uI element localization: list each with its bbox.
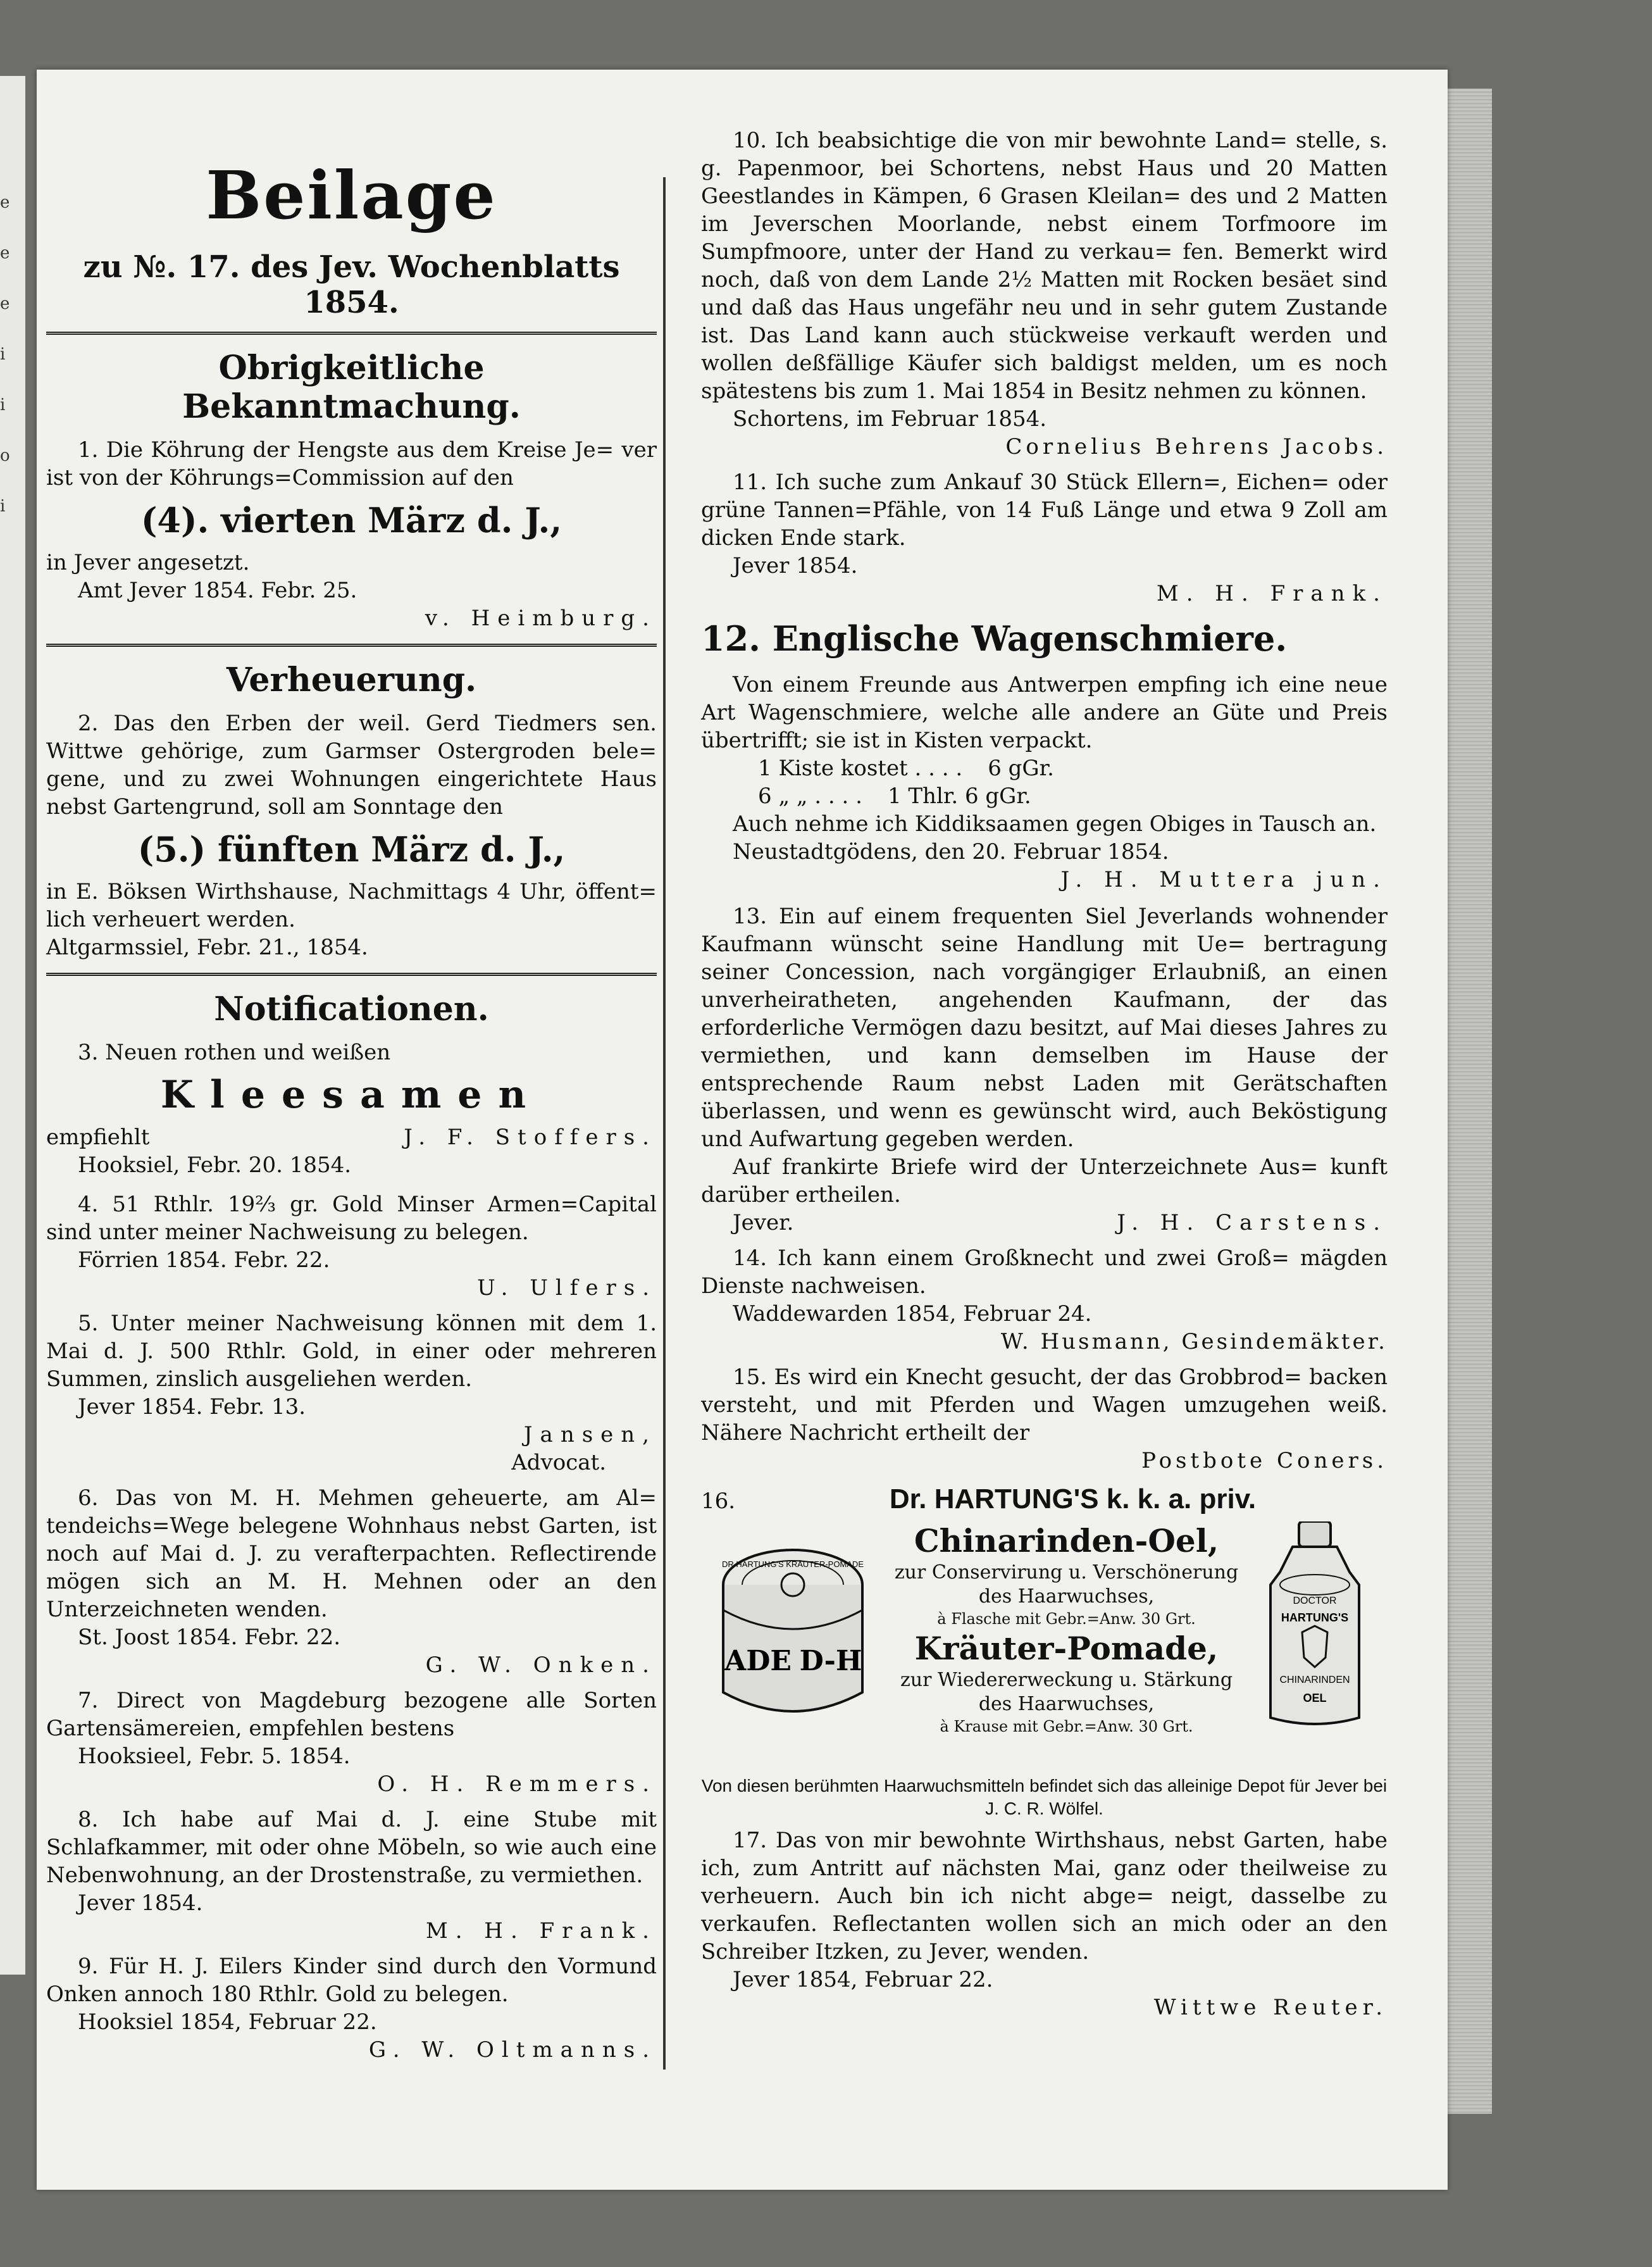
notice-17-place: Jever 1854, Februar 22. xyxy=(733,1967,993,1992)
notice-5-place: Jever 1854. Febr. 13. xyxy=(78,1394,306,1420)
price-value: 1 Thlr. 6 gGr. xyxy=(887,784,1031,809)
facing-page-letters xyxy=(0,177,38,532)
notice-12-price-1 xyxy=(701,754,1388,782)
notice-1-place: Amt Jever 1854. Febr. 25. xyxy=(78,578,357,603)
notice-7-text: 7. Direct von Magdeburg bezogene alle Sorten Gartensämereien, empfehlen bestens xyxy=(46,1688,657,1741)
margin-letter: i xyxy=(0,497,6,516)
notice-5-signature: Jansen, xyxy=(523,1422,657,1447)
jar-label: DR HARTUNG'S KRÄUTER-POMADE xyxy=(722,1559,864,1569)
margin-letter: e xyxy=(0,294,10,313)
notice-3-product: Kleesamen xyxy=(160,1073,543,1117)
price-value: 6 gGr. xyxy=(988,756,1054,781)
page-subtitle: zu №. 17. des Jev. Wochenblatts 1854. xyxy=(83,249,620,320)
divider xyxy=(46,973,657,978)
product-2-name: Kräuter-Pomade, xyxy=(914,1630,1219,1667)
notice-1-signature: v. Heimburg. xyxy=(425,606,657,631)
divider xyxy=(46,332,657,337)
notice-9-signature: G. W. Oltmanns. xyxy=(368,2037,657,2063)
newspaper-page xyxy=(37,70,1448,2190)
product-1-price: à Flasche mit Gebr.=Anw. 30 Grt. xyxy=(937,1610,1196,1628)
notice-3-text-2: empfiehlt xyxy=(46,1125,150,1150)
notice-1-text: 1. Die Köhrung der Hengste aus dem Kreise Je= ver ist von der Köhrungs=Commission auf den xyxy=(46,437,657,490)
notice-3-place: Hooksiel, Febr. 20. 1854. xyxy=(78,1152,352,1178)
notice-10-text: 10. Ich beabsichtige die von mir bewohnte Land= stelle, s. g. Papenmoor, bei Schortens, nebst Haus und 20 Matten Geestlandes in Kämpen, 6 Grasen Kleilan= des und 2 Matten im Jeverschen Moorlande, nebst einem Torfmoore im Sumpfmoore, unter der Hand zu verkau= fen. Bemerkt wird noch, daß von dem Lande 2½ Matten mit Rocken besäet sind und daß das Haus ungefähr neu und in sehr gutem Zustande ist. Das Land kann auch stückweise verkauft werden und wollen deßfällige Käufer sich baldigst melden, um es noch spätestens bis zum 1. Mai 1854 in Besitz nehmen zu können. xyxy=(701,128,1388,404)
notice-17-text: 17. Das von mir bewohnte Wirthshaus, nebst Garten, habe ich, zum Antritt auf nächsten Mai, ganz oder theilweise zu verheuern. Auch bin ich nicht abge= neigt, dasselbe zu verkaufen. Reflectanten wollen sich an mich oder an den Schreiber Itzken, zu Jever, wenden. xyxy=(701,1828,1388,1964)
jar-word-2: D-H xyxy=(799,1645,862,1677)
notice-14-text: 14. Ich kann einem Großknecht und zwei Groß= mägden Dienste nachweisen. xyxy=(701,1246,1388,1299)
jar-word: ADE xyxy=(724,1645,792,1677)
margin-letter: e xyxy=(0,193,10,212)
notice-4-place: Förrien 1854. Febr. 22. xyxy=(78,1247,330,1273)
hartung-advertisement xyxy=(701,1521,1388,1775)
notice-5-text: 5. Unter meiner Nachweisung können mit dem 1. Mai d. J. 500 Rthlr. Gold, in einer oder mehreren Summen, zinslich ausgeliehen werden. xyxy=(46,1311,657,1392)
notice-1-date: (4). vierten März d. J., xyxy=(140,500,562,540)
notice-6-text: 6. Das von M. H. Mehmen geheuerte, am Al= tendeichs=Wege belegene Wohnhaus nebst Garten, ist noch auf Mai d. J. zu verafterpachten. Reflectirende mögen sich an M. H. Mehnen oder an den Unterzeichneten wenden. xyxy=(46,1485,657,1622)
left-column xyxy=(46,127,657,2064)
notice-12-signature: J. H. Muttera jun. xyxy=(1060,867,1388,892)
notice-16-depot: Von diesen berühmten Haarwuchsmitteln befindet sich das alleinige Depot für Jever bei J. C. R. Wölfel. xyxy=(701,1776,1388,1818)
right-column xyxy=(701,127,1388,2021)
notice-6-place: St. Joost 1854. Febr. 22. xyxy=(78,1625,341,1650)
notice-1-text-2: in Jever angesetzt. xyxy=(46,550,250,575)
oil-bottle-illustration xyxy=(1255,1521,1375,1730)
page-title: Beilage xyxy=(206,156,497,234)
notice-13-sign-row xyxy=(701,1209,1388,1237)
notice-7-place: Hooksieel, Febr. 5. 1854. xyxy=(78,1744,351,1769)
notice-13-signature: J. H. Carstens. xyxy=(1117,1210,1388,1235)
notice-14-signature: W. Husmann, Gesindemäkter. xyxy=(1000,1329,1388,1354)
bottle-label-2: HARTUNG'S xyxy=(1281,1611,1349,1624)
notice-11-signature: M. H. Frank. xyxy=(1156,581,1388,606)
bottle-label-3: CHINARINDEN xyxy=(1279,1675,1350,1685)
column-divider xyxy=(663,177,666,2070)
notice-12-heading: 12. Englische Wagenschmiere. xyxy=(701,618,1288,659)
notice-8-signature: M. H. Frank. xyxy=(425,1918,657,1944)
hartung-ad-text xyxy=(885,1521,1248,1737)
notice-3-sign-row xyxy=(46,1123,657,1151)
notice-10-signature: Cornelius Behrens Jacobs. xyxy=(1005,434,1388,459)
notice-3-text: 3. Neuen rothen und weißen xyxy=(78,1040,391,1065)
section-heading-verheuerung: Verheuerung. xyxy=(226,661,477,699)
notice-2-text-2: in E. Böksen Wirthshause, Nachmittags 4 Uhr, öffent= lich verheuert werden. xyxy=(46,879,657,932)
product-2-price: à Krause mit Gebr.=Anw. 30 Grt. xyxy=(940,1718,1193,1735)
notice-5-signature-title: Advocat. xyxy=(511,1450,606,1475)
notice-17-signature: Wittwe Reuter. xyxy=(1153,1995,1388,2020)
notice-8-place: Jever 1854. xyxy=(78,1890,203,1916)
notice-12-text-2: Auch nehme ich Kiddiksaamen gegen Obiges in Tausch an. xyxy=(733,811,1377,837)
section-heading-notificationen: Notificationen. xyxy=(214,990,489,1028)
price-item: 1 Kiste kostet . . . . xyxy=(758,756,963,781)
notice-9-text: 9. Für H. J. Eilers Kinder sind durch den Vormund Onken annoch 180 Rthlr. Gold zu belegen. xyxy=(46,1954,657,2007)
notice-11-text: 11. Ich suche zum Ankauf 30 Stück Ellern=, Eichen= oder grüne Tannen=Pfähle, von 14 Fuß Länge und etwa 9 Zoll am dicken Ende stark. xyxy=(701,470,1388,551)
page-stack-edge xyxy=(1448,89,1492,2114)
notice-11-place: Jever 1854. xyxy=(733,553,858,578)
notice-10-place: Schortens, im Februar 1854. xyxy=(733,406,1047,432)
section-heading-bekanntmachung: Obrigkeitliche Bekanntmachung. xyxy=(182,349,521,426)
notice-16-title: Dr. HARTUNG'S k. k. a. priv. xyxy=(889,1483,1257,1514)
product-2-desc: zur Wiedererweckung u. Stärkung des Haarwuchses, xyxy=(900,1669,1233,1715)
product-1-desc: zur Conservirung u. Verschönerung des Haarwuchses, xyxy=(894,1561,1239,1608)
notice-13-text-2: Auf frankirte Briefe wird der Unterzeichnete Aus= kunft darüber ertheilen. xyxy=(701,1154,1388,1208)
bottle-label-1: DOCTOR xyxy=(1293,1596,1337,1606)
pomade-jar-illustration xyxy=(714,1540,872,1730)
notice-7-signature: O. H. Remmers. xyxy=(377,1771,657,1797)
notice-15-signature: Postbote Coners. xyxy=(1141,1448,1388,1473)
product-1-name: Chinarinden-Oel, xyxy=(914,1522,1219,1559)
margin-letter: o xyxy=(0,446,10,465)
price-item: 6 „ „ . . . . xyxy=(758,784,862,809)
margin-letter: i xyxy=(0,396,6,415)
notice-13-place: Jever. xyxy=(733,1210,794,1235)
notice-4-signature: U. Ulfers. xyxy=(477,1275,657,1301)
notice-16-title-row xyxy=(701,1481,1388,1518)
margin-letter: i xyxy=(0,345,6,364)
notice-9-place: Hooksiel 1854, Februar 22. xyxy=(78,2009,377,2035)
notice-12-place: Neustadtgödens, den 20. Februar 1854. xyxy=(733,839,1169,865)
notice-4-text: 4. 51 Rthlr. 19⅔ gr. Gold Minser Armen=Capital sind unter meiner Nachweisung zu belegen. xyxy=(46,1192,657,1245)
notice-2-place: Altgarmssiel, Febr. 21., 1854. xyxy=(46,935,368,960)
notice-12-price-2 xyxy=(701,782,1388,810)
notice-8-text: 8. Ich habe auf Mai d. J. eine Stube mit Schlafkammer, mit oder ohne Möbeln, so wie auch eine Nebenwohnung, an der Drostenstraße, zu vermiethen. xyxy=(46,1807,657,1888)
notice-2-text: 2. Das den Erben der weil. Gerd Tiedmers sen. Wittwe gehörige, zum Garmser Ostergroden bele= gene, und zu zwei Wohnungen eingerichtete Haus nebst Gartengrund, soll am Sonntage den xyxy=(46,711,657,820)
margin-letter: e xyxy=(0,244,10,263)
bottle-label-4: OEL xyxy=(1303,1692,1327,1704)
notice-16-number: 16. xyxy=(701,1489,736,1514)
notice-14-place: Waddewarden 1854, Februar 24. xyxy=(733,1301,1092,1327)
notice-13-text: 13. Ein auf einem frequenten Siel Jeverlands wohnender Kaufmann wünscht seine Handlung mit Ue= bertragung seiner Concession, nach vorgängiger Erlaubniß, an einen unverheiratheten, angehenden Kaufmann, der das erforderliche Vermögen dazu besitzt, auf Mai dieses Jahres zu vermiethen, und kann demselben im Hause der entsprechende Raum nebst Laden mit Gerätschaften überlassen, und wenn es gewünscht wird, auch Beköstigung und Aufwartung gegeben werden. xyxy=(701,904,1388,1152)
divider xyxy=(46,644,657,649)
notice-2-date: (5.) fünften März d. J., xyxy=(137,829,566,870)
notice-3-signature: J. F. Stoffers. xyxy=(404,1125,657,1150)
notice-15-text: 15. Es wird ein Knecht gesucht, der das Grobbrod= backen versteht, und mit Pferden und Wagen umzugehen weiß. Nähere Nachricht ertheilt der xyxy=(701,1365,1388,1446)
notice-6-signature: G. W. Onken. xyxy=(425,1652,657,1678)
notice-12-text: Von einem Freunde aus Antwerpen empfing ich eine neue Art Wagenschmiere, welche alle andere an Güte und Preis übertrifft; sie ist in Kisten verpackt. xyxy=(701,672,1388,753)
